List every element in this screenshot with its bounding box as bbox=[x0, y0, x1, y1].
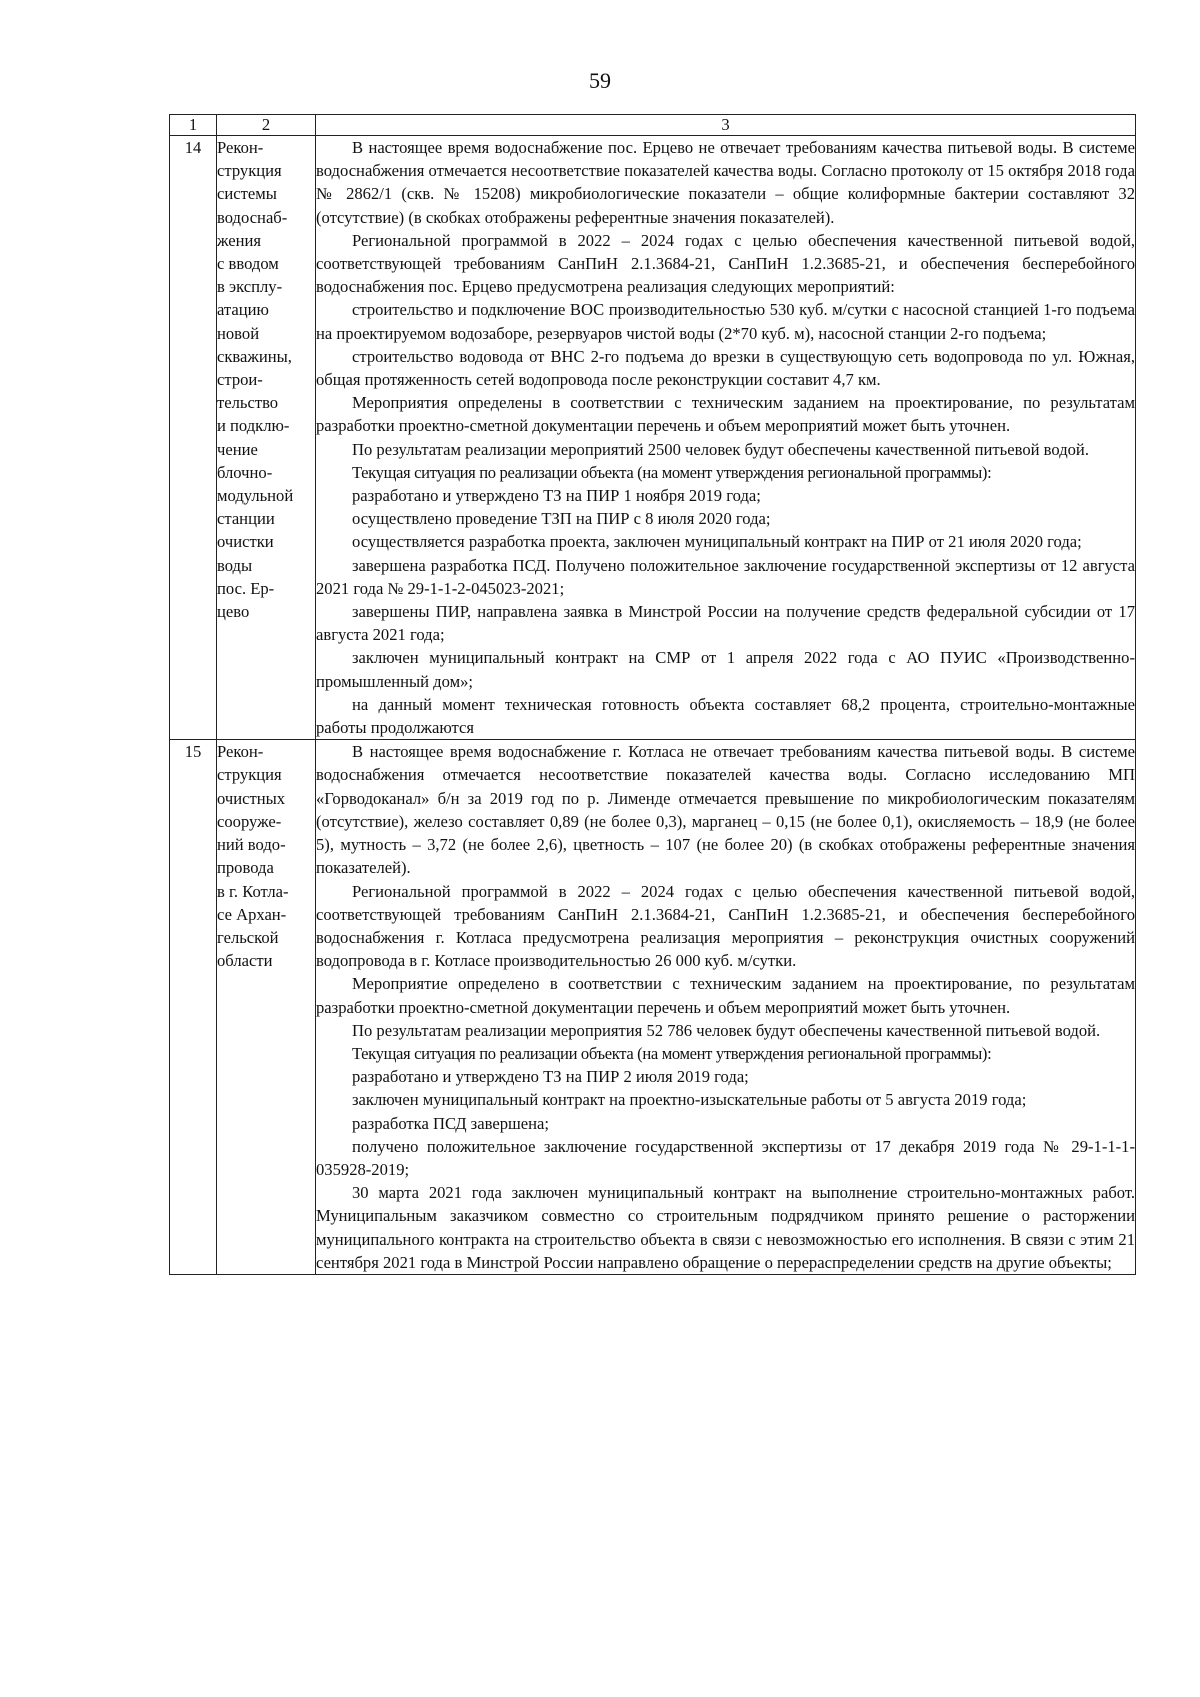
header-cell-name: 2 bbox=[217, 115, 316, 136]
paragraph: 30 марта 2021 года заключен муниципальный контракт на выполнение строительно-монтажных работ. Муниципальным заказчиком совместно со строительным подрядчиком принято решение о расторжении муниципального контракта на строительство объекта в связи с невозможностью его исполнения. В связи с этим 21 сентября 2021 года в Минстрой России направлено обращение о перераспределении средств на другие объекты; bbox=[316, 1183, 1135, 1272]
name-line: чение bbox=[217, 439, 258, 459]
row-number: 15 bbox=[170, 740, 217, 1275]
paragraph: В настоящее время водоснабжение пос. Ерцево не отвечает требованиям качества питьевой воды. В системе водоснабжения отмечается несоответствие показателей качества воды. Согласно протоколу от 15 октября 2018 года № 2862/1 (скв. № 15208) микробиологические показатели – общие колиформные бактерии составляют 32 (отсутствие) (в скобках отображены референтные значения показателей). bbox=[316, 138, 1135, 227]
name-line: очистки bbox=[217, 532, 274, 552]
paragraph: строительство водовода от ВНС 2-го подъема до врезки в существующую сеть водопровода по ул. Южная, общая протяженность сетей водопровода после реконструкции составит 4,7 км. bbox=[316, 346, 1135, 390]
name-line: новой bbox=[217, 323, 260, 343]
paragraph: Региональной программой в 2022 – 2024 годах с целью обеспечения качественной питьевой водой, соответствующей требованиям СанПиН 2.1.3684-21, СанПиН 1.2.3685-21, и обеспечения бесперебойного водоснабжения пос. Ерцево предусмотрена реализация следующих мероприятий: bbox=[316, 230, 1135, 297]
name-line: Рекон- bbox=[217, 138, 264, 157]
name-line: строи- bbox=[217, 370, 263, 390]
name-line: се Архан- bbox=[217, 904, 287, 924]
name-line: Рекон- bbox=[217, 742, 264, 762]
name-line: сооруже- bbox=[217, 811, 282, 831]
paragraph: получено положительное заключение государственной экспертизы от 17 декабря 2019 года № 29-1-1-1-035928-2019; bbox=[316, 1136, 1135, 1179]
name-line: струкция bbox=[217, 765, 282, 785]
paragraph: Текущая ситуация по реализации объекта (на момент утверждения региональной программы): bbox=[352, 462, 992, 482]
name-line: с вводом bbox=[217, 254, 279, 274]
paragraph: По результатам реализации мероприятия 52 786 человек будут обеспечены качественной питьевой водой. bbox=[352, 1020, 1101, 1040]
name-line: очистных bbox=[217, 788, 286, 808]
name-line: струкция bbox=[217, 161, 282, 181]
table-header-row bbox=[170, 115, 1136, 136]
row-name bbox=[217, 740, 316, 1275]
row-description bbox=[316, 136, 1136, 740]
name-line: водоснаб- bbox=[217, 207, 288, 227]
table-row bbox=[170, 136, 1136, 740]
paragraph: Текущая ситуация по реализации объекта (на момент утверждения региональной программы): bbox=[352, 1043, 992, 1063]
paragraph: на данный момент техническая готовность объекта составляет 68,2 процента, строительно-монтажные работы продолжаются bbox=[316, 694, 1135, 738]
header-cell-description: 3 bbox=[316, 115, 1136, 136]
name-line: области bbox=[217, 951, 273, 971]
paragraph: разработано и утверждено ТЗ на ПИР 2 июля 2019 года; bbox=[352, 1067, 749, 1087]
paragraph: заключен муниципальный контракт на СМР от 1 апреля 2022 года с АО ПУИС «Производственно-промышленный дом»; bbox=[316, 648, 1135, 691]
paragraph: осуществляется разработка проекта, заключен муниципальный контракт на ПИР от 21 июля 2020 года; bbox=[352, 532, 1082, 552]
row-name bbox=[217, 136, 316, 740]
paragraph: завершена разработка ПСД. Получено положительное заключение государственной экспертизы от 12 августа 2021 года № 29-1-1-2-045023-2021; bbox=[316, 555, 1135, 598]
row-description bbox=[316, 740, 1136, 1275]
paragraph: Мероприятие определено в соответствии с техническим заданием на проектирование, по результатам разработки проектно-сметной документации перечень и объем мероприятий может быть уточнен. bbox=[316, 974, 1135, 1017]
page-number: 59 bbox=[589, 68, 611, 93]
name-line: блочно- bbox=[217, 462, 273, 482]
paragraph: В настоящее время водоснабжение г. Котласа не отвечает требованиям качества питьевой воды. В системе водоснабжения отмечается несоответствие показателей качества воды. Согласно исследованию МП «Горводоканал» б/н за 2019 год по р. Лименде отмечается превышение по микробиологическим показателям (отсутствие), железо составляет 0,89 (не более 0,3), марганец – 0,15 (не более 0,1), окисляемость – 18,9 (не более 5), мутность – 3,72 (не более 2,6), цветность – 107 (не более 20) (в скобках отображены референтные значения показателей). bbox=[316, 742, 1135, 878]
name-line: в эксплу- bbox=[217, 277, 283, 297]
paragraph: заключен муниципальный контракт на проектно-изыскательные работы от 5 августа 2019 года; bbox=[352, 1090, 1027, 1110]
name-line: пос. Ер- bbox=[217, 578, 275, 598]
name-line: и подклю- bbox=[217, 416, 290, 436]
name-line: в г. Котла- bbox=[217, 881, 289, 901]
name-line: провода bbox=[217, 858, 274, 878]
paragraph: осуществлено проведение ТЗП на ПИР с 8 июля 2020 года; bbox=[352, 509, 771, 529]
header-cell-number: 1 bbox=[170, 115, 217, 136]
paragraph: разработка ПСД завершена; bbox=[352, 1113, 549, 1133]
name-line: ний водо- bbox=[217, 835, 286, 855]
name-line: жения bbox=[217, 230, 262, 250]
paragraph: завершены ПИР, направлена заявка в Минстрой России на получение средств федеральной субсидии от 17 августа 2021 года; bbox=[316, 602, 1135, 645]
name-line: станции bbox=[217, 509, 275, 529]
paragraph: Мероприятия определены в соответствии с техническим заданием на проектирование, по результатам разработки проектно-сметной документации перечень и объем мероприятий может быть уточнен. bbox=[316, 393, 1135, 436]
name-line: гельской bbox=[217, 927, 279, 947]
paragraph: По результатам реализации мероприятий 2500 человек будут обеспечены качественной питьевой водой. bbox=[352, 439, 1089, 459]
name-line: атацию bbox=[217, 300, 269, 320]
name-line: воды bbox=[217, 555, 253, 575]
paragraph: Региональной программой в 2022 – 2024 годах с целью обеспечения качественной питьевой водой, соответствующей требованиям СанПиН 2.1.3684-21, СанПиН 1.2.3685-21, и обеспечения бесперебойного водоснабжения г. Котласа предусмотрена реализация мероприятия – реконструкция очистных сооружений водопровода в г. Котласе производительностью 26 000 куб. м/сутки. bbox=[316, 881, 1135, 971]
paragraph: разработано и утверждено ТЗ на ПИР 1 ноября 2019 года; bbox=[352, 486, 761, 506]
name-line: скважины, bbox=[217, 346, 292, 366]
row-number: 14 bbox=[170, 136, 217, 740]
name-line: тельство bbox=[217, 393, 279, 413]
name-line: цево bbox=[217, 602, 250, 622]
projects-table bbox=[169, 114, 1136, 1275]
table-row bbox=[170, 740, 1136, 1275]
paragraph: строительство и подключение ВОС производительностью 530 куб. м/сутки с насосной станцией 1-го подъема на проектируемом водозаборе, резервуаров чистой воды (2*70 куб. м), насосной станции 2-го подъема; bbox=[316, 300, 1135, 343]
name-line: системы bbox=[217, 184, 277, 204]
name-line: модульной bbox=[217, 486, 294, 506]
